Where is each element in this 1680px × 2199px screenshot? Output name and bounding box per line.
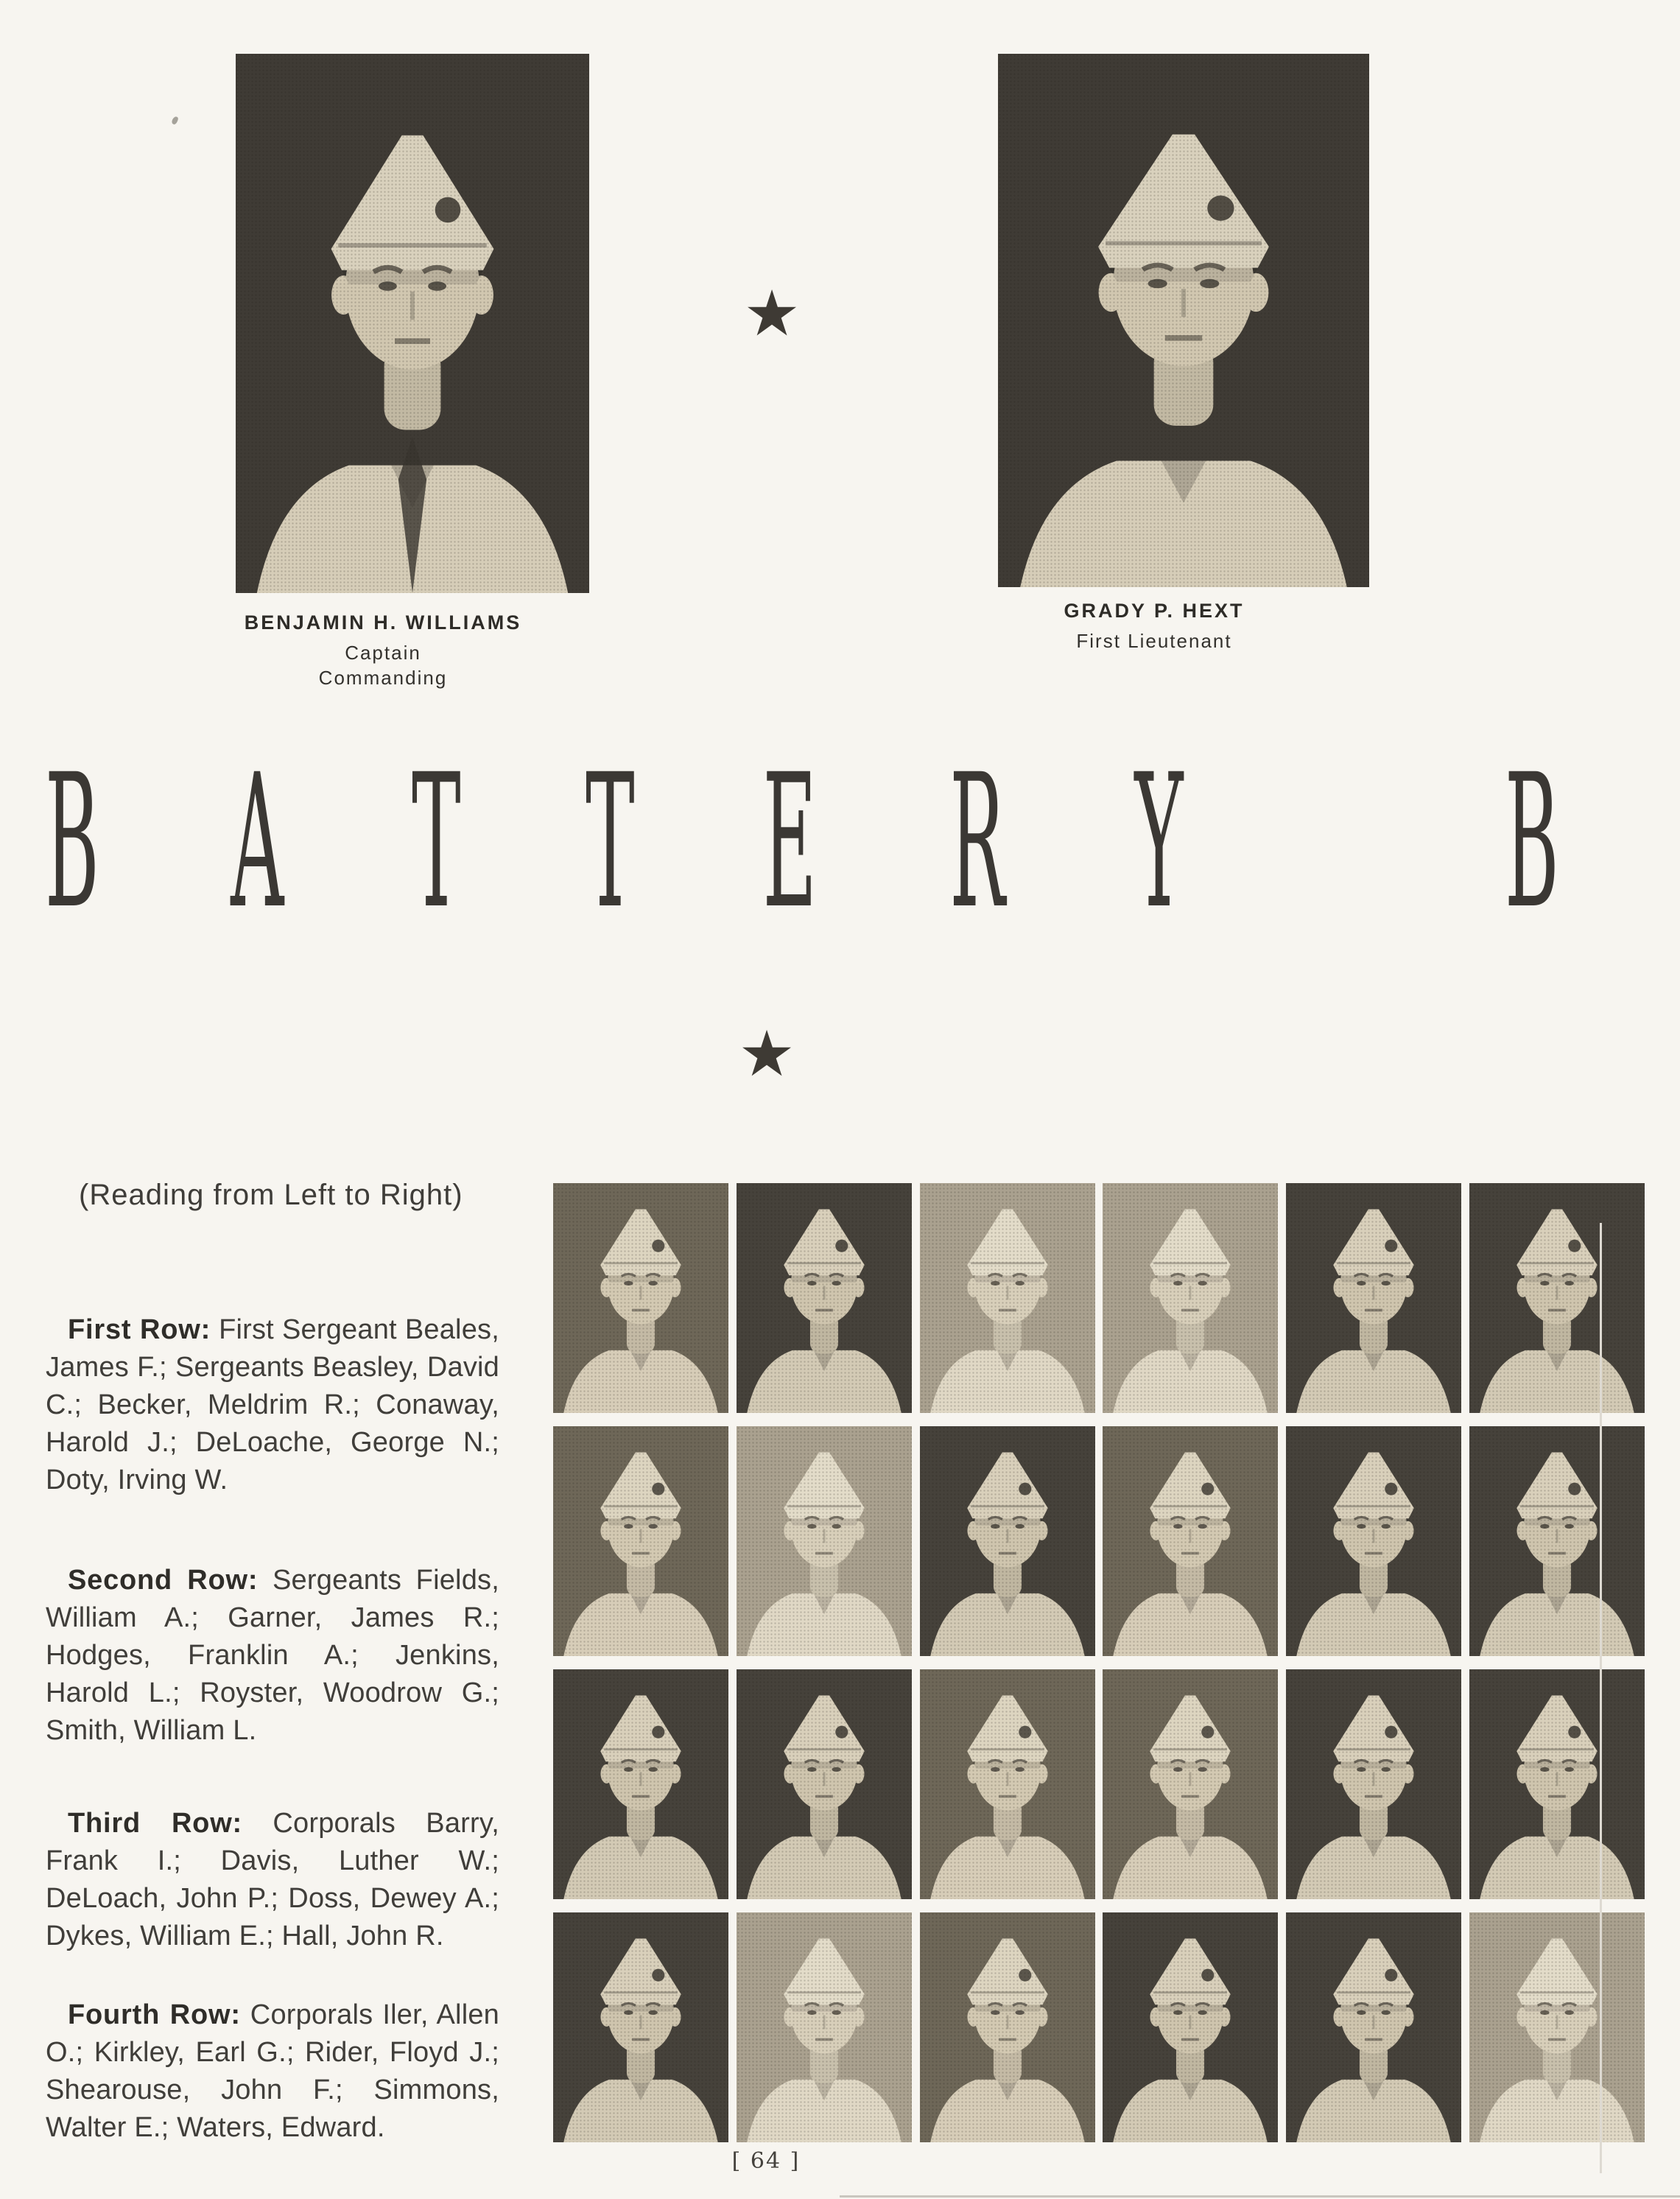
title-letter: T	[412, 734, 461, 949]
portrait-photo	[1103, 1426, 1278, 1656]
star-icon: ★	[743, 278, 801, 349]
portrait-photo	[1469, 1669, 1645, 1899]
roster-row-label: Second Row:	[68, 1565, 259, 1596]
officer-name: BENJAMIN H. WILLIAMS	[244, 611, 522, 634]
portrait-photo	[553, 1426, 728, 1656]
roster-row-text: Corporals Iler, Allen O.; Kirkley, Earl G.; Rider, Floyd J.; Shearouse, John F.; Simmons, Walter E.; Waters, Edward.	[46, 1999, 499, 2143]
officer-rank: First Lieutenant	[1076, 630, 1232, 652]
portrait-photo	[920, 1912, 1095, 2142]
portrait-photo	[553, 1669, 728, 1899]
roster-row-label: First Row:	[68, 1314, 211, 1345]
portrait-photo	[737, 1183, 912, 1413]
photo-grid	[553, 1183, 1645, 2142]
title-letter: Y	[1134, 734, 1184, 949]
portrait-photo	[1286, 1669, 1461, 1899]
officer-rank: Captain	[345, 642, 421, 664]
star-icon: ★	[738, 1019, 795, 1090]
roster-row-2	[46, 1562, 499, 1750]
portrait-photo	[920, 1669, 1095, 1899]
officer-name: GRADY P. HEXT	[1064, 600, 1245, 622]
title-letter: B	[1505, 734, 1559, 949]
title-letter: B	[45, 734, 99, 949]
scan-bottom-shade	[840, 2195, 1680, 2198]
title-letter: T	[586, 734, 635, 949]
title-letter: E	[763, 734, 818, 949]
portrait-photo	[1103, 1669, 1278, 1899]
portrait-photo	[1469, 1912, 1645, 2142]
portrait-photo	[920, 1426, 1095, 1656]
officer-caption-left	[206, 611, 560, 690]
roster-row-label: Third Row:	[68, 1808, 243, 1839]
portrait-photo	[1286, 1183, 1461, 1413]
roster-row-3	[46, 1805, 499, 1955]
reading-note: (Reading from Left to Right)	[79, 1179, 463, 1211]
portrait-photo	[1286, 1426, 1461, 1656]
roster-row-text: Sergeants Fields, William A.; Garner, James R.; Hodges, Franklin A.; Jenkins, Harold L.; Royster, Woodrow G.; Smith, William L.	[46, 1565, 499, 1746]
officer-role: Commanding	[318, 667, 448, 689]
title-letter-b	[1464, 734, 1600, 949]
portrait-photo	[737, 1426, 912, 1656]
page-number: [ 64 ]	[731, 2148, 801, 2174]
officer-caption-right	[969, 600, 1340, 653]
portrait-photo	[920, 1183, 1095, 1413]
scan-speck	[171, 116, 179, 125]
roster-row-text: Corporals Barry, Frank I.; Davis, Luther W.; DeLoach, John P.; Doss, Dewey A.; Dykes, William E.; Hall, John R.	[46, 1808, 500, 1951]
title-letter: R	[949, 734, 1006, 949]
scan-edge-streak	[1600, 1223, 1602, 2173]
title-letter: A	[231, 734, 284, 949]
roster-row-text: First Sergeant Beales, James F.; Sergeants Beasley, David C.; Becker, Meldrim R.; Conaway, Harold J.; DeLoache, George N.; Doty, Irving W.	[46, 1314, 499, 1495]
portrait-photo	[1469, 1183, 1645, 1413]
roster-row-1	[46, 1311, 499, 1499]
portrait-photo	[1286, 1912, 1461, 2142]
portrait-photo	[553, 1912, 728, 2142]
portrait-photo	[1103, 1912, 1278, 2142]
portrait-photo	[1103, 1183, 1278, 1413]
roster-row-label: Fourth Row:	[68, 1999, 241, 2030]
officer-photo-right	[998, 54, 1369, 587]
portrait-photo	[737, 1912, 912, 2142]
portrait-photo	[553, 1183, 728, 1413]
portrait-photo	[1469, 1426, 1645, 1656]
roster-row-4	[46, 1996, 499, 2147]
title-word-battery	[4, 734, 1220, 949]
page-title	[4, 734, 1600, 949]
portrait-photo	[737, 1669, 912, 1899]
officer-photo-left	[236, 54, 589, 593]
